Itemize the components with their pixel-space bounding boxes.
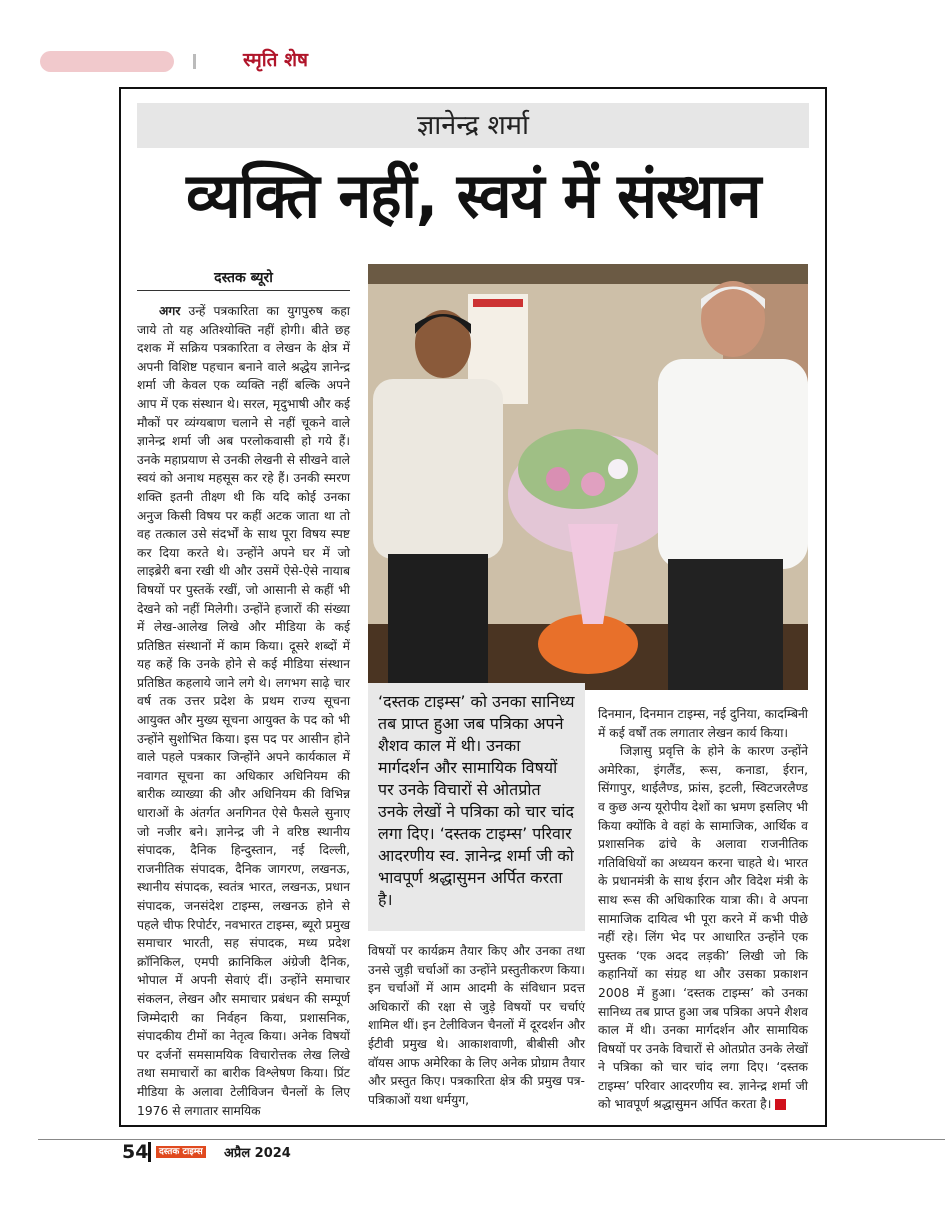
person-name: ज्ञानेन्द्र शर्मा — [137, 103, 809, 148]
left-column — [137, 302, 350, 1120]
header-divider — [193, 54, 196, 69]
end-mark-icon — [775, 1099, 786, 1110]
center-column-text: विषयों पर कार्यक्रम तैयार किए और उनका तथा उनसे जुड़ी चर्चाओं का उन्होंने प्रस्तुतीकरण किया। इन चर्चाओं में आम आदमी के संविधान प्रदत्त अधिकारों की रक्षा से जुड़े विषयों पर चर्चाएं शामिल थीं। इन टेलीविजन चैनलों में दूरदर्शन और ईटीवी प्रमुख थे। आकाशवाणी, बीबीसी और वॉयस आफ अमेरिका के लिए अनेक प्रोग्राम तैयार और प्रस्तुत किए। पत्रकारिता क्षेत्र की प्रमुख पत्र-पत्रिकाओं यथा धर्मयुग, — [368, 944, 585, 1107]
byline: दस्तक ब्यूरो — [137, 268, 350, 291]
footer-divider — [148, 1142, 151, 1162]
page-number: 54 — [122, 1141, 149, 1163]
header-pill — [40, 51, 174, 72]
footer-rule — [38, 1139, 945, 1140]
headline — [137, 150, 809, 242]
lead-word: अगर — [159, 304, 181, 318]
right-column-text-1: दिनमान, दिनमान टाइम्स, नई दुनिया, कादम्बिनी में कई वर्षों तक लगातार लेखन कार्य किया। — [598, 707, 808, 740]
center-column — [368, 942, 585, 1109]
right-column-text-2: जिज्ञासु प्रवृत्ति के होने के कारण उन्होंने अमेरिका, इंगलैंड, रूस, कनाडा, ईरान, सिंगापुर, थाईलैण्ड, फ्रांस, इटली, स्विटजरलैण्ड व कुछ अन्य यूरोपीय देशों का भ्रमण इसलिए भी किया क्योंकि वे वहां के सामाजिक, आर्थिक व प्रशासनिक ढांचे के अलावा राजनीतिक गतिविधियों का अध्ययन करना चाहते थे। भारत के प्रधानमंत्री के साथ ईरान और विदेश मंत्री के साथ रूस की अधिकारिक यात्रा की। वे अपना सामाजिक दायित्व भी पूरा करने में कभी पीछे नहीं रहे। लिंग भेद पर आधारित उन्होंने एक पुस्तक ‘एक अदद लड़की’ लिखी जो कि कहानियों का संग्रह था और उसका प्रकाशन 2008 में हुआ। ‘दस्तक टाइम्स’ को उनका सानिध्य तब प्राप्त हुआ जब पत्रिका अपने शैशव काल में थी। उनका मार्गदर्शन और सामायिक विषयों पर उनके विचारों से ओतप्रोत उनके लेखों ने पत्रिका को चार चांद लगा दिए। ‘दस्तक टाइम्स’ परिवार आदरणीय स्व. ज्ञानेन्द्र शर्मा जी को भावपूर्ण श्रद्धासुमन अर्पित करता है। — [598, 744, 808, 1112]
pull-quote: ‘दस्तक टाइम्स’ को उनका सानिध्य तब प्राप्त हुआ जब पत्रिका अपने शैशव काल में थी। उनका मार्गदर्शन और सामायिक विषयों पर उनके विचारों से ओतप्रोत उनके लेखों ने पत्रिका को चार चांद लगा दिए। ‘दस्तक टाइम्स’ परिवार आदरणीय स्व. ज्ञानेन्द्र शर्मा जी को भावपूर्ण श्रद्धासुमन अर्पित करता है। — [368, 683, 585, 931]
left-column-text: उन्हें पत्रकारिता का युगपुरुष कहा जाये तो यह अतिश्योक्ति नहीं होगी। बीते छह दशक में सक्रिय पत्रकारिता व लेखन के क्षेत्र में अपनी विशिष्ट पहचान बनाने वाले श्रद्धेय ज्ञानेन्द्र शर्मा जी केवल एक व्यक्ति नहीं बल्कि अपने आप में एक संस्थान थे। सरल, मृदुभाषी और कई मौकों पर व्यंग्यबाण चलाने से नहीं चूकने वाले ज्ञानेन्द्र शर्मा जी अब परलोकवासी हो गये हैं। उनके महाप्रयाण से उनकी लेखनी से सीखने वाले स्वयं को अनाथ महसूस कर रहे हैं। उनकी स्मरण शक्ति इतनी तीक्ष्ण थी कि यदि कोई उनका अनुज किसी विषय पर कहीं अटक जाता था तो वह तत्काल उसे संदर्भों के साथ पूरा विषय स्पष्ट कर दिया करते थे। उन्होंने अपने घर में जो लाइब्रेरी बना रखी थी और उसमें ऐसे-ऐसे नायाब विषयों पर पुस्तकें रखीं, जो आसानी से कहीं भी देखने को नहीं मिलेगी। उन्होंने हजारों की संख्या में लेख-आलेख लिखे और मीडिया के कई प्रतिष्ठित संस्थानों में काम किया। दूसरे शब्दों में यह कहें कि उनके होने से कई मीडिया संस्थान प्रतिष्ठित कहलाये जाने लगे थे। लगभग साढ़े चार वर्ष तक उत्तर प्रदेश के प्रथम राज्य सूचना आयुक्त और मुख्य सूचना आयुक्त के पद को भी उन्होंने सुशोभित किया। इस पद पर आसीन होने वाले पहले पत्रकार जिन्होंने अपने कार्यकाल में नवागत सूचना का अधिकार अधिनियम की बारीक व्याख्या की और अधिनियम की विभिन्न धाराओं के अंतर्गत अनगिनत ऐसे फैसले सुनाए जो नजीर बने। ज्ञानेन्द्र जी ने वरिष्ठ स्थानीय संपादक, दैनिक हिन्दुस्तान, नई दिल्ली, राजनीतिक संपादक, दैनिक जागरण, लखनऊ, स्थानीय संपादक, स्वतंत्र भारत, लखनऊ, प्रधान संपादक, जनसंदेश टाइम्स, लखनऊ होने से पहले चीफ रिपोर्टर, नवभारत टाइम्स, ब्यूरो प्रमुख समाचार भारती, सह संपादक, मध्य प्रदेश क्रॉनिकिल, एमपी क्रानिकिल अंग्रेजी दैनिक, भोपाल में अपनी सेवाएं दीं। उन्होंने समाचार संकलन, लेखन और समाचार प्रबंधन की सम्पूर्ण जिम्मेदारी का निर्वहन किया, प्रशासनिक, संपादकीय टीमों का नेतृत्व किया। अनेक विषयों पर दर्जनों समसामयिक विचारोत्तक लेख लिखे तथा समाचारों का बारीक विश्लेषण किया। प्रिंट मीडिया के अलावा टेलीविजन चैनलों के लिए 1976 से लगातार सामयिक — [137, 304, 350, 1118]
issue-date: अप्रैल 2024 — [224, 1146, 291, 1161]
section-title: स्मृति शेष — [243, 49, 309, 71]
article-photo — [368, 264, 808, 690]
right-column — [598, 705, 808, 1114]
headline-text: व्यक्ति नहीं, स्वयं में संस्थान — [185, 159, 761, 232]
magazine-logo: दस्तक टाइम्स — [156, 1146, 206, 1158]
